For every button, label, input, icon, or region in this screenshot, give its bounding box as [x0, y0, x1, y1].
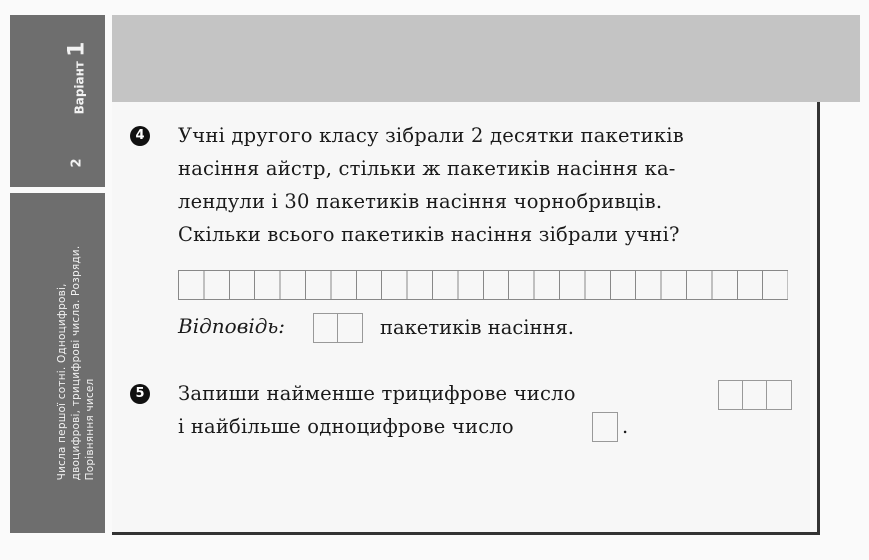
solution-grid[interactable] — [178, 270, 788, 300]
page-number: 2 — [69, 158, 85, 168]
variant-label: Варіант 1 — [64, 41, 90, 114]
task-5-number: 5 — [130, 384, 150, 404]
answer-label: Відповідь: — [178, 314, 286, 338]
answer-input-cells[interactable] — [313, 313, 363, 343]
topic-label: Числа першої сотні. Одноцифрові, двоцифрові, трицифрові числа. Розряди. Порівняння чисел — [56, 245, 96, 481]
task-4-text: Учні другого класу зібрали 2 десятки пакетиків насіння айстр, стільки ж пакетиків насіння ка- лендули і 30 пакетиків насіння чорнобривців. Скільки всього пакетиків насіння зібрали учні? — [178, 124, 684, 246]
task-5-period: . — [622, 415, 629, 438]
task-4-number: 4 — [130, 126, 150, 146]
header-bar — [112, 15, 860, 102]
three-digit-input-cells[interactable] — [718, 380, 792, 410]
task-5-line-1: Запиши найменше трицифрове число — [178, 382, 576, 405]
one-digit-input-cell[interactable] — [592, 412, 618, 442]
answer-unit-text: пакетиків насіння. — [380, 316, 575, 339]
task-5-line-2: і найбільше одноцифрове число — [178, 415, 514, 438]
